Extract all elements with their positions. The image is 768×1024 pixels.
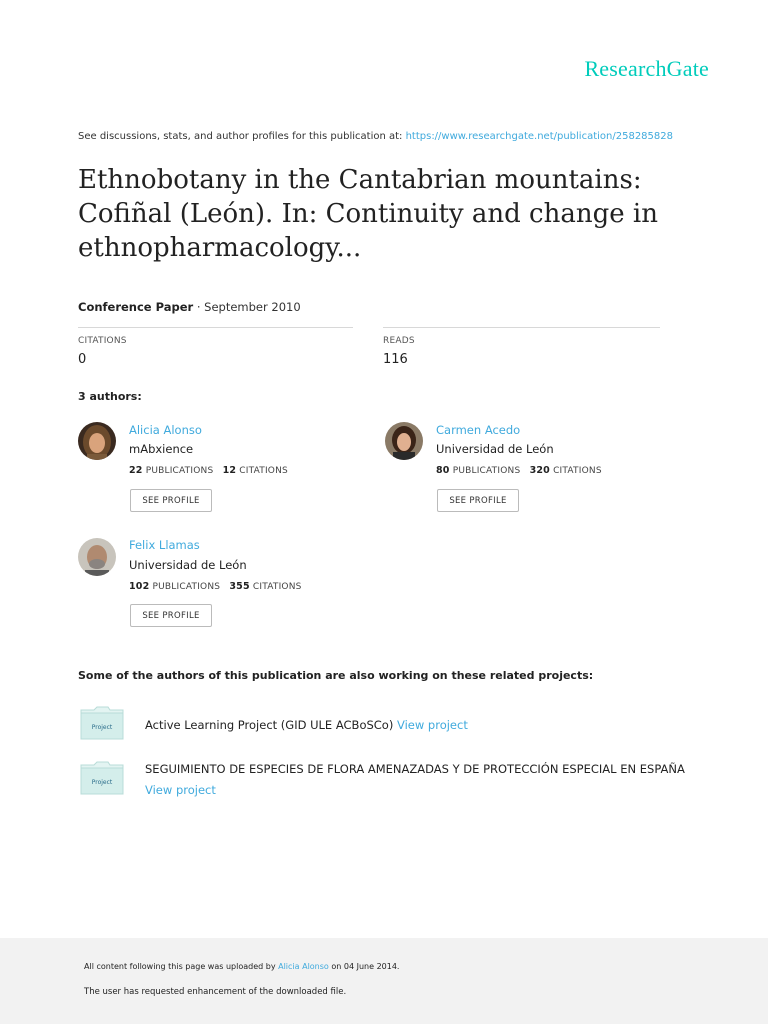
upload-note <box>84 962 399 971</box>
paper-type-line <box>78 300 301 314</box>
project-title: SEGUIMIENTO DE ESPECIES DE FLORA AMENAZADAS Y DE PROTECCIÓN ESPECIAL EN ESPAÑA <box>145 762 685 776</box>
citations-label: CITATIONS <box>252 582 302 592</box>
upload-suffix: on 04 June 2014. <box>328 962 400 971</box>
project-icon-label: Project <box>91 724 113 731</box>
reads-value: 116 <box>383 352 408 367</box>
authors-heading: 3 authors: <box>78 390 142 403</box>
discussion-line <box>78 131 673 142</box>
publications-label: PUBLICATIONS <box>152 582 221 592</box>
project-icon-label: Project <box>91 779 113 786</box>
folder-icon <box>80 706 124 740</box>
author-affiliation: Universidad de León <box>129 558 247 572</box>
paper-title: Ethnobotany in the Cantabrian mountains: Cofiñal (León). In: Continuity and change in ethnopharmacology... <box>78 165 658 263</box>
author-affiliation: Universidad de León <box>436 442 554 456</box>
citations-count: 320 <box>529 465 550 476</box>
researchgate-logo[interactable]: ResearchGate <box>584 56 709 81</box>
citations-value: 0 <box>78 352 87 367</box>
uploader-link[interactable]: Alicia Alonso <box>278 962 329 971</box>
author-affiliation: mAbxience <box>129 442 194 456</box>
project-item <box>145 715 685 736</box>
publications-count: 102 <box>129 581 150 592</box>
author-name-alicia-alonso[interactable]: Alicia Alonso <box>129 423 202 437</box>
see-profile-button[interactable]: SEE PROFILE <box>130 604 212 627</box>
avatar-photo-icon <box>78 538 116 576</box>
avatar-photo-icon <box>385 422 423 460</box>
divider <box>383 327 660 328</box>
author-stats <box>436 465 602 476</box>
author-stats <box>129 581 302 592</box>
reads-label: READS <box>383 336 415 346</box>
see-profile-button[interactable]: SEE PROFILE <box>130 489 212 512</box>
citations-label: CITATIONS <box>239 466 288 476</box>
citations-count: 12 <box>222 465 237 476</box>
author-name-carmen-acedo[interactable]: Carmen Acedo <box>436 423 521 437</box>
project-title: Active Learning Project (GID ULE ACBoSCo) <box>145 718 397 732</box>
avatar-photo-icon <box>78 422 116 460</box>
paper-type: Conference Paper <box>78 300 194 314</box>
paper-date: · September 2010 <box>193 300 301 314</box>
view-project-link[interactable]: View project <box>145 783 216 797</box>
author-stats <box>129 465 288 476</box>
divider <box>78 327 353 328</box>
publications-label: PUBLICATIONS <box>452 466 521 476</box>
see-profile-button[interactable]: SEE PROFILE <box>437 489 519 512</box>
citations-label: CITATIONS <box>553 466 602 476</box>
footer <box>0 938 768 1024</box>
project-folder-icon <box>80 706 124 740</box>
author-name-felix-llamas[interactable]: Felix Llamas <box>129 538 200 552</box>
upload-prefix: All content following this page was uploaded by <box>84 962 279 971</box>
folder-icon <box>80 761 124 795</box>
publications-label: PUBLICATIONS <box>145 466 214 476</box>
discussion-prefix: See discussions, stats, and author profiles for this publication at: <box>78 131 406 142</box>
avatar[interactable] <box>78 538 116 576</box>
publications-count: 80 <box>436 465 450 476</box>
avatar[interactable] <box>385 422 423 460</box>
citations-label: CITATIONS <box>78 336 127 346</box>
project-folder-icon <box>80 761 124 795</box>
publication-link[interactable]: https://www.researchgate.net/publication/258285828 <box>405 131 673 142</box>
enhancement-note: The user has requested enhancement of the downloaded file. <box>84 987 347 997</box>
view-project-link[interactable]: View project <box>396 718 468 732</box>
publications-count: 22 <box>129 465 143 476</box>
avatar[interactable] <box>78 422 116 460</box>
project-item <box>145 759 685 801</box>
projects-heading: Some of the authors of this publication are also working on these related projects: <box>78 669 594 682</box>
citations-count: 355 <box>229 581 250 592</box>
